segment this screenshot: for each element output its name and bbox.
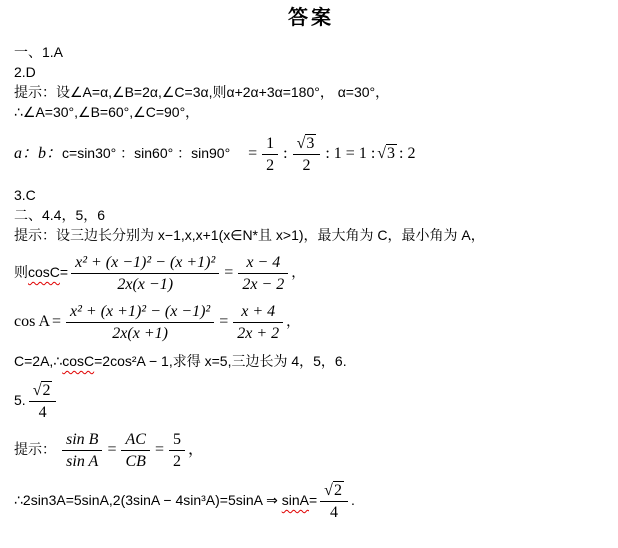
sqrt-expression: √3	[296, 135, 315, 152]
equals-sign: =	[308, 492, 318, 509]
conclusion-pre: C=2A,∴	[14, 353, 63, 369]
ratio-ab: a：b：	[14, 145, 63, 163]
cosA-function: cos A	[14, 313, 50, 331]
cosC-function: cosC	[28, 264, 60, 281]
fraction-sqrt3-over-2: $\frac{√3}{2}$	[293, 134, 321, 175]
sqrt-three: √3	[377, 145, 396, 163]
equals-sign: =	[154, 441, 164, 459]
answer-q1: 一、1.A	[14, 44, 64, 60]
fraction-sinB-over-sinA: $\frac{\text{sin B}}{\text{sin A}}$	[62, 430, 102, 471]
conclusion-line	[14, 351, 608, 371]
period: .	[350, 492, 355, 509]
comma: ，	[286, 313, 301, 330]
fraction-sqrt2-over-4: $\frac{√2}{4}$	[320, 481, 348, 522]
fraction-AC-over-CB: $\frac{AC}{CB}$	[121, 430, 149, 471]
equals-sign: =	[59, 264, 69, 281]
ratio-tail2: : 2	[399, 145, 416, 163]
q2-hint-line2: ∴∠A=30°,∠B=60°,∠C=90°，	[14, 104, 200, 120]
conclusion-post: =2cos²A − 1,求得 x=5,三边长为 4，5，6.	[94, 353, 347, 369]
answer-q2: 2.D	[14, 64, 36, 80]
cosC-lead: 则	[14, 264, 28, 281]
ratio-tail1: : 1 = 1 :	[325, 145, 376, 163]
equals-sign: =	[52, 313, 62, 331]
answer-q5	[14, 381, 608, 422]
fraction-sqrt2-over-4: $\frac{√2}{4}$	[29, 381, 57, 422]
ratio-c-sin: c=sin30° ：sin60° ：sin90°	[62, 145, 231, 162]
fraction-cosA-left: $\frac{\text{x² + (x +1)² − (x −1)²}}{2x(x +1)}$	[66, 302, 214, 343]
cosC-function: cosC	[62, 353, 95, 369]
answer-q3: 3.C	[14, 187, 36, 203]
comma: ，	[187, 441, 204, 459]
radical-sign: √	[296, 135, 306, 152]
comma: ，	[291, 264, 306, 281]
ratio-colon: :	[283, 145, 288, 163]
fraction-5-over-2: $\frac{5}{2}$	[169, 430, 185, 471]
fraction-cosC-right: $\frac{x - 4}{2x - 2}$	[238, 253, 288, 294]
sqrt-expression: √2	[324, 482, 342, 499]
final-equation	[14, 481, 608, 522]
q5-label: 5.	[14, 392, 26, 409]
page-title: 答案	[288, 7, 334, 29]
q2-hint-line1: 提示：设∠A=α,∠B=2α,∠C=3α,则α+2α+3α=180°， α=30°，	[14, 84, 390, 100]
q4-hint: 提示：设三边长分别为 x−1,x,x+1(x∈N*且 x>1)，最大角为 C，最小角为 A，	[14, 227, 485, 243]
equals-sign: =	[224, 264, 234, 282]
equals-sign: =	[107, 441, 117, 459]
radical-sign: √	[32, 382, 42, 399]
q5-hint-lead: 提示：	[14, 441, 56, 458]
fraction-cosC-left: $\frac{\text{x² + (x −1)² − (x +1)²}}{2x(x -1)}$	[71, 253, 219, 294]
cosA-equation	[14, 302, 608, 343]
final-pre: ∴2sin3A=5sinA,2(3sinA − 4sin³A)=5sinA ⇒	[14, 492, 282, 509]
equals-sign: =	[248, 145, 258, 163]
answer-q4: 二、4.4，5，6	[14, 207, 106, 223]
sqrt-expression: √2	[32, 382, 51, 399]
equals-sign: =	[219, 313, 229, 331]
fraction-one-half: $\frac{1}{2}$	[262, 134, 278, 175]
cosC-equation	[14, 253, 608, 294]
ratio-equation	[14, 134, 608, 175]
q5-hint-equation	[14, 430, 608, 471]
radical-sign: √	[377, 145, 387, 163]
fraction-cosA-right: $\frac{x + 4}{2x + 2}$	[233, 302, 283, 343]
radical-sign: √	[324, 482, 333, 499]
sinA-function: sinA	[281, 492, 309, 509]
